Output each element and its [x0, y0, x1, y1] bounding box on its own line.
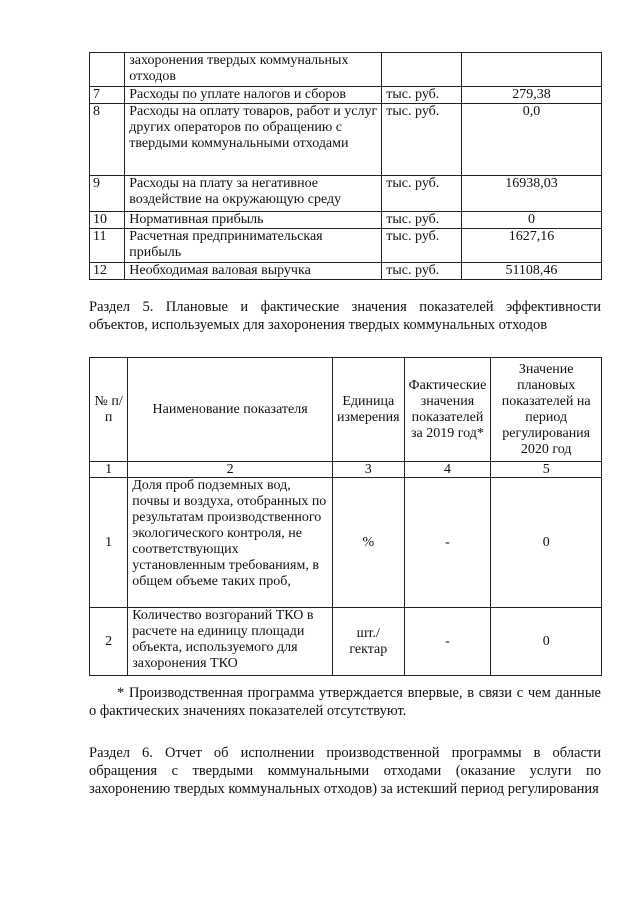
- row-number: 1: [90, 478, 128, 608]
- column-number: 3: [333, 462, 405, 478]
- row-fact: -: [404, 608, 491, 676]
- table-row: [90, 212, 602, 229]
- row-value: 16938,03: [461, 176, 601, 212]
- row-number: 8: [90, 104, 125, 176]
- row-value: [461, 53, 601, 87]
- table-row: [90, 263, 602, 280]
- row-unit: тыс. руб.: [382, 229, 462, 263]
- row-number: 7: [90, 87, 125, 104]
- row-name: Количество возгораний ТКО в расчете на единицу площади объекта, используемого для захоронения ТКО: [128, 608, 333, 676]
- row-number: 10: [90, 212, 125, 229]
- table-row: [90, 608, 602, 676]
- column-number: 2: [128, 462, 333, 478]
- row-name: захоронения твердых коммунальных отходов: [125, 53, 382, 87]
- row-name: Необходимая валовая выручка: [125, 263, 382, 280]
- column-number: 5: [491, 462, 602, 478]
- row-unit: [382, 53, 462, 87]
- section-5-heading: Раздел 5. Плановые и фактические значения показателей эффективности объектов, используемых для захоронения твердых коммунальных отходов: [89, 299, 601, 333]
- row-unit: шт./ гектар: [333, 608, 405, 676]
- table-header-row: [90, 358, 602, 462]
- row-number: [90, 53, 125, 87]
- table-row: [90, 87, 602, 104]
- row-value: 0: [461, 212, 601, 229]
- row-unit: тыс. руб.: [382, 176, 462, 212]
- row-unit: тыс. руб.: [382, 212, 462, 229]
- column-numbers-row: [90, 462, 602, 478]
- section-6-heading: Раздел 6. Отчет об исполнении производственной программы в области обращения с твердыми коммунальными отходами (оказание услуги по захоронению твердых коммунальных отходов) за истекший период регулирования: [89, 745, 601, 797]
- row-name: Расходы на плату за негативное воздействие на окружающую среду: [125, 176, 382, 212]
- table-row: [90, 478, 602, 608]
- row-unit: %: [333, 478, 405, 608]
- row-unit: тыс. руб.: [382, 87, 462, 104]
- row-number: 2: [90, 608, 128, 676]
- table-row: [90, 53, 602, 87]
- header-unit: Единица измерения: [333, 358, 405, 462]
- row-plan: 0: [491, 608, 602, 676]
- row-number: 9: [90, 176, 125, 212]
- header-number: № п/п: [90, 358, 128, 462]
- row-unit: тыс. руб.: [382, 104, 462, 176]
- row-value: 51108,46: [461, 263, 601, 280]
- indicators-table: [89, 357, 602, 676]
- row-name: Нормативная прибыль: [125, 212, 382, 229]
- row-name: Расчетная предпринимательская прибыль: [125, 229, 382, 263]
- table-row: [90, 229, 602, 263]
- row-fact: -: [404, 478, 491, 608]
- column-number: 1: [90, 462, 128, 478]
- row-value: 1627,16: [461, 229, 601, 263]
- header-fact: Фактические значения показателей за 2019 год*: [404, 358, 491, 462]
- cost-table: [89, 52, 602, 280]
- row-number: 12: [90, 263, 125, 280]
- row-unit: тыс. руб.: [382, 263, 462, 280]
- row-name: Доля проб подземных вод, почвы и воздуха, отобранных по результатам производственного экологического контроля, не соответствующих установленным требованиям, в общем объеме таких проб,: [128, 478, 333, 608]
- column-number: 4: [404, 462, 491, 478]
- footnote: * Производственная программа утверждается впервые, в связи с чем данные о фактических значениях показателей отсутствуют.: [89, 685, 601, 719]
- row-value: 279,38: [461, 87, 601, 104]
- header-plan: Значение плановых показателей на период регулирования 2020 год: [491, 358, 602, 462]
- row-name: Расходы на оплату товаров, работ и услуг других операторов по обращению с твердыми коммунальными отходами: [125, 104, 382, 176]
- row-number: 11: [90, 229, 125, 263]
- header-name: Наименование показателя: [128, 358, 333, 462]
- table-row: [90, 104, 602, 176]
- row-plan: 0: [491, 478, 602, 608]
- row-value: 0,0: [461, 104, 601, 176]
- table-row: [90, 176, 602, 212]
- row-name: Расходы по уплате налогов и сборов: [125, 87, 382, 104]
